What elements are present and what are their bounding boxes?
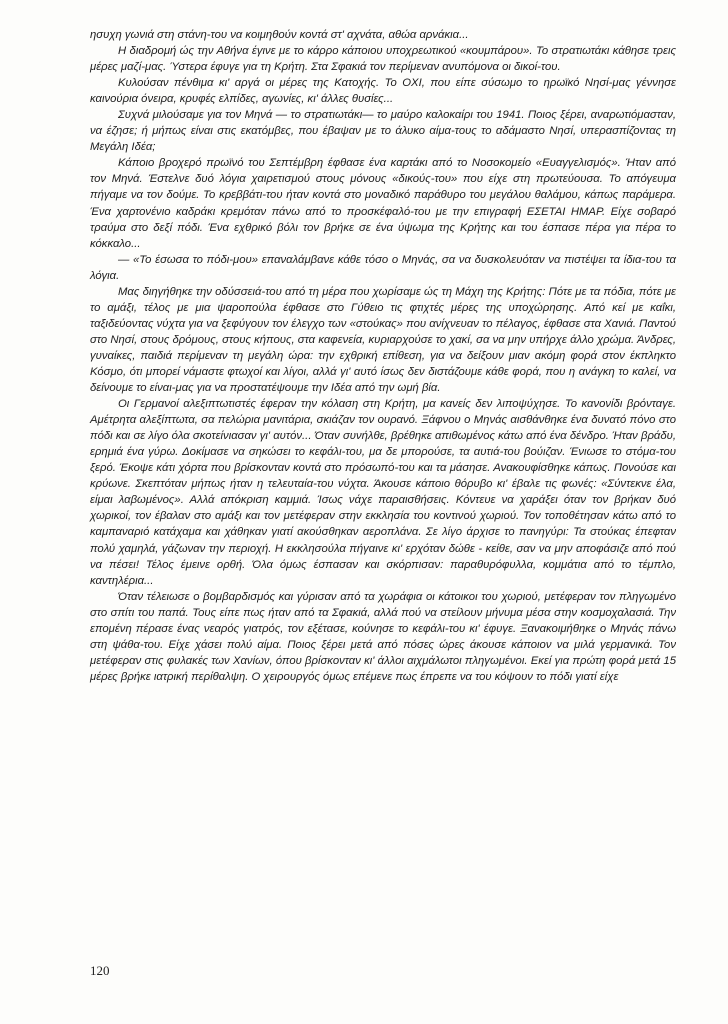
paragraph-3: Κυλούσαν πένθιμα κι' αργά οι μέρες της Κατοχής. Το ΟΧΙ, που είπε σύσωμο το ηρωϊκό Νησί-μας γέννησε καινούρια όνειρα, κρυφές ελπίδες, αγωνίες, κι' άλλες θυσίες... [90, 77, 676, 106]
paragraph-4: Συχνά μιλούσαμε για τον Μηνά — το στρατιωτάκι— το μαύρο καλοκαίρι του 1941. Ποιος ξέρει, αναρωτιόμασταν, να έζησε; ή μήπως είναι στις εκατόμβες, που έβαψαν με το άλυκο αίμα-τους το αδάμαστο Νησί, υπερασπίζοντας τη Μεγάλη Ιδέα; [90, 109, 676, 154]
paragraph-7: Μας διηγήθηκε την οδύσσειά-του από τη μέρα που χωρίσαμε ώς τη Μάχη της Κρήτης: Πότε με τα πόδια, πότε με το αμάξι, τέλος με μια ψαροπούλα έφθασε στο Γύθειο τις φτιχτές μέρες της υποχώρησης. Από κεί με καΐκι, ταξιδεύοντας νύχτα για να ξεφύγουν τον έλεγχο των «στούκας» που ανίχνευαν το πέλαγος, έφθασε στα Χανιά. Παντού στο Νησί, στους δρόμους, στους κήπους, στα καφενεία, κυριαρχούσε το χακί, σα να μην υπήρχε άλλο χρώμα. Άνδρες, γυναίκες, παιδιά περίμεναν τη μεγάλη ώρα: την εχθρική επίθεση, για να δείξουν μιαν ακόμη φορά στον έκπληκτο Κόσμο, ότι μπορεί νάμαστε φτωχοί και λίγοι, αλλά γι' αυτό ίσως δεν διστάζουμε κάθε φορά, που η ανάγκη το καλεί, να δείνουμε το είναι-μας για να προστατέψουμε την Ιδέα από την ωμή βία. [90, 285, 676, 395]
paragraph-5: Κάποιο βροχερό πρωϊνό του Σεπτέμβρη έφθασε ένα καρτάκι από το Νοσοκομείο «Ευαγγελισμός». Ήταν από τον Μηνά. Έστελνε δυό λόγια χαιρετισμού στους μόνους «δικούς-του» που είχε στη πρωτεύουσα. Το απόγευμα πήγαμε να τον δούμε. Το κρεββάτι-του ήταν κοντά στο μοναδικό παράθυρο του μεγάλου θαλάμου, κάπως παράμερα. Ένα χαρτονένιο καδράκι κρεμόταν πάνω από το προσκέφαλό-του με την επιγραφή ΕΣΕΤΑΙ ΗΜΑΡ. Είχε σοβαρό τραύμα στο δεξί πόδι. Ένα εχθρικό βόλι τον βρήκε σε ένα ύψωμα της Κρήτης και του έσπασε πέρα για πέρα το κόκκαλο... [90, 157, 676, 250]
paragraph-1: ησυχη γωνιά στη στάνη-του να κοιμηθούν κοντά στ' αχνάτα, αθώα αρνάκια... [90, 29, 469, 41]
paragraph-2: Η διαδρομή ώς την Αθήνα έγινε με το κάρρο κάποιου υποχρεωτικού «κουμπάρου». Το στρατιωτάκι κάθησε τρεις μέρες μαζί-μας. Ύστερα έφυγε για τη Κρήτη. Στα Σφακιά τον περίμεναν ανυπόμονα οι δικοί-του. [90, 45, 676, 74]
paragraph-9: Όταν τέλειωσε ο βομβαρδισμός και γύρισαν από τα χωράφια οι κάτοικοι του χωριού, μετέφεραν τον πληγωμένο στο σπίτι του παπά. Τους είπε πως ήταν από τα Σφακιά, αλλά πού να στείλουν μήνυμα μέσα στην κοσμοχαλασιά. Την επομένη πέρασε ένας νεαρός γιατρός, τον εξέτασε, κούνησε το κεφάλι-του κι' έφυγε. Ξανακοιμήθηκε ο Μηνάς πάνω στη ψάθα-του. Είχε χάσει πολύ αίμα. Ποιος ξέρει μετά από πόσες ώρες άκουσε κάποιον να μιλά γερμανικά. Τον μετέφεραν στις φυλακές των Χανίων, όπου βρίσκονταν κι' άλλοι αιχμάλωτοι πληγωμένοι. Εκεί για πρώτη φορά μετά 15 μέρες βρήκε ιατρική περίθαλψη. Ο χειρουργός όμως επέμενε πως έπρεπε να του κόψουν το πόδι γιατί είχε [90, 590, 676, 683]
paragraph-8: Οι Γερμανοί αλεξιπτωτιστές έφεραν την κόλαση στη Κρήτη, μα κανείς δεν λιποψύχησε. Το κανονίδι βρόνταγε. Αμέτρητα αλεξίπτωτα, σα πελώρια μανιτάρια, σκιάζαν τον ουρανό. Ξάφνου ο Μηνάς αισθάνθηκε ένα δυνατό πόνο στο πόδι και σε λίγο όλα σκοτείνιασαν γι' αυτόν... Όταν συνήλθε, βρέθηκε απιθωμένος κάτω από ένα δένδρο. Ήταν βράδυ, ερημιά ένα γύρω. Δοκίμασε να σηκώσει το κεφάλι-του, μα δε μπορούσε, τα αυτιά-του βούιζαν. Ένιωσε το στόμα-του ξερό. Έκοψε κάτι χόρτα που βρίσκονταν κοντά στο πρόσωπό-του και τα μάσησε. Ανακουφίσθηκε κάπως. Πονούσε και κρύωνε. Σκεπτόταν μήπως ήταν η τελευταία-του νύχτα. Άκουσε κάποιο θόρυβο κι' έβαλε τις φωνές: «Σύντεκνε έλα, είμαι λαβωμένος». Αλλά απόκριση καμμιά. Ίσως νάχε παραισθήσεις. Κόντευε να χαράξει όταν τον βρήκαν δυό χωρικοί, τον έβαλαν στο αμάξι και τον μετέφεραν στην εκκλησία του κοντινού χωριού. Τον τοποθέτησαν κάτω από το καμπαναριό κατάχαμα και χάθηκαν γιατί ακούσθηκαν αεροπλάνα. Σε λίγο άρχισε το πανηγύρι: Τα στούκας έπεφταν πολύ χαμηλά, γάζωναν την περιοχή. Η εκκλησούλα πήγαινε κι' ερχόταν δώθε - κείθε, σαν να μην αποφάσιζε από πού να πέσει! Τέλος έμεινε ορθή. Όλα όμως έσπασαν και σκόρπισαν: παραθυρόφυλλα, κομμάτια από το τέμπλο, καντηλέρια... [90, 398, 676, 587]
body-text [90, 27, 676, 685]
page-number: 120 [90, 963, 110, 978]
paragraph-6: — «Το έσωσα το πόδι-μου» επαναλάμβανε κάθε τόσο ο Μηνάς, σα να δυσκολευόταν να πιστέψει τα ίδια-του τα λόγια. [90, 253, 676, 282]
